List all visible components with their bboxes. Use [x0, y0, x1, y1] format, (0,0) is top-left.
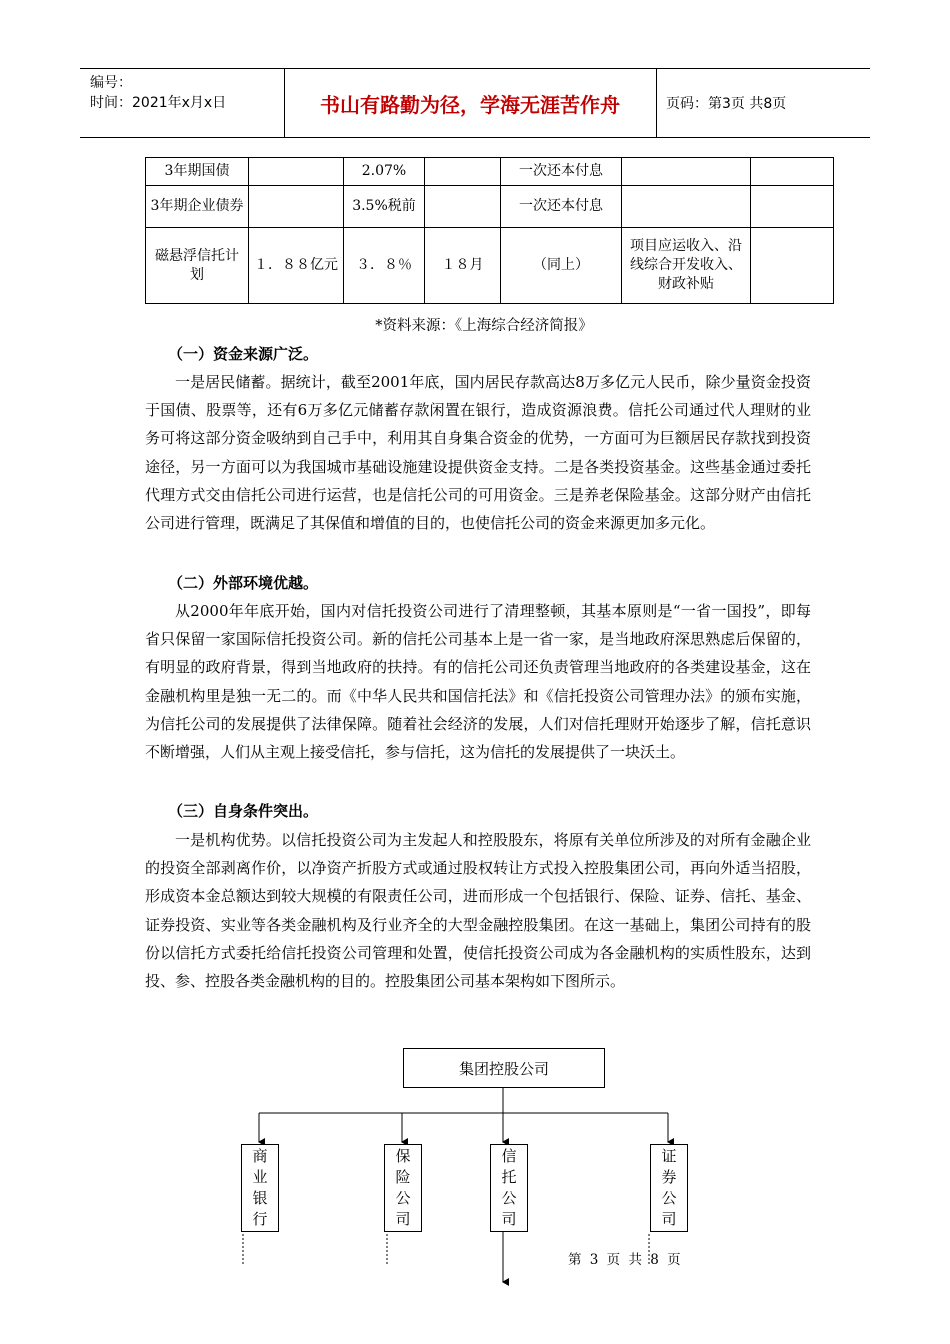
table-cell: １．８８亿元: [249, 228, 344, 304]
table-cell: 一次还本付息: [501, 158, 622, 186]
table-cell: 3年期国债: [146, 158, 249, 186]
section-heading: （三）自身条件突出。: [168, 802, 319, 820]
box-char: 司: [661, 1210, 677, 1228]
table-cell: （同上）: [501, 228, 622, 304]
table-cell: ３．８％: [344, 228, 425, 304]
trust-company-box: [490, 1144, 528, 1232]
box-char: 司: [501, 1210, 517, 1228]
box-char: 行: [252, 1210, 268, 1228]
paragraph-text: 一是机构优势。以信托投资公司为主发起人和控股股东，将原有关单位所涉及的对所有金融企业的投资全部剥离作价，以净资产折股方式或通过股权转让方式投入控股集团公司，再向外适当招股，形成资本金总额达到较大规模的有限责任公司，进而形成一个包括银行、保险、证券、信托、基金、证券投资、实业等各类金融机构及行业齐全的大型金融控股集团。在这一基础上，集团公司持有的股份以信托方式委托给信托投资公司管理和处置，使信托投资公司成为各金融机构的实质性股东，达到投、参、控股各类金融机构的目的。控股集团公司基本架构如下图所示。: [145, 831, 811, 991]
table-cell: １８月: [425, 228, 501, 304]
commercial-bank-box: [241, 1144, 279, 1232]
box-char: 证: [661, 1147, 677, 1165]
table-cell: 项目应运收入、沿线综合开发收入、财政补贴: [622, 228, 751, 304]
box-char: 公: [661, 1189, 677, 1207]
number-label: 编号：: [90, 75, 132, 91]
box-char: 商: [252, 1147, 268, 1165]
paragraph-text: 一是居民储蓄。据统计，截至2001年底，国内居民存款高达8万多亿元人民币，除少量资金投资于国债、股票等，还有6万多亿元储蓄存款闲置在银行，造成资源浪费。信托公司通过代人理财的业务可将这部分资金吸纳到自己手中，利用其自身集合资金的优势，一方面可为巨额居民存款找到投资途径，另一方面可以为我国城市基础设施建设提供资金支持。二是各类投资基金。这些基金通过委托代理方式交由信托公司进行运营，也是信托公司的可用资金。三是养老保险基金。这部分财产由信托公司进行管理，既满足了其保值和增值的目的，也使信托公司的资金来源更加多元化。: [145, 373, 811, 533]
box-char: 公: [501, 1189, 517, 1207]
table-cell: 3年期企业债券: [146, 186, 249, 228]
section-heading: （二）外部环境优越。: [168, 574, 319, 592]
table-cell: 一次还本付息: [501, 186, 622, 228]
box-char: 险: [395, 1168, 411, 1186]
group-holding-company-box: [403, 1048, 605, 1088]
box-char: 业: [252, 1168, 268, 1186]
header-page-label: 页码：第3页 共8页: [666, 96, 787, 112]
table-cell: 3.5%税前: [344, 186, 425, 228]
insurance-company-box: [384, 1144, 422, 1232]
box-char: 信: [501, 1147, 517, 1165]
securities-company-box: [650, 1144, 688, 1232]
box-label: 集团控股公司: [458, 1059, 549, 1078]
box-char: 公: [395, 1189, 411, 1207]
source-note: *资料来源：《上海综合经济简报》: [375, 318, 593, 334]
table-cell: 2.07%: [344, 158, 425, 186]
date-label: 时间：2021年x月x日: [90, 95, 227, 111]
section-heading: （一）资金来源广泛。: [168, 345, 319, 363]
box-char: 保: [395, 1147, 411, 1165]
box-char: 券: [661, 1168, 677, 1186]
paragraph-text: 从2000年年底开始，国内对信托投资公司进行了清理整顿，其基本原则是“一省一国投”，即每省只保留一家国际信托投资公司。新的信托公司基本上是一省一家，是当地政府深思熟虑后保留的，有明显的政府背景，得到当地政府的扶持。有的信托公司还负责管理当地政府的各类建设基金，这在金融机构里是独一无二的。而《中华人民共和国信托法》和《信托投资公司管理办法》的颁布实施，为信托公司的发展提供了法律保障。随着社会经济的发展，人们对信托理财开始逐步了解，信托意识不断增强，人们从主观上接受信托，参与信托，这为信托的发展提供了一块沃土。: [145, 602, 811, 762]
box-char: 司: [395, 1210, 411, 1228]
page-footer: 第 3 页 共 8 页: [568, 1252, 681, 1268]
box-char: 托: [501, 1168, 517, 1186]
table-cell: 磁悬浮信托计划: [146, 228, 249, 304]
header-motto: 书山有路勤为径，学海无涯苦作舟: [320, 92, 620, 117]
box-char: 银: [252, 1189, 268, 1207]
